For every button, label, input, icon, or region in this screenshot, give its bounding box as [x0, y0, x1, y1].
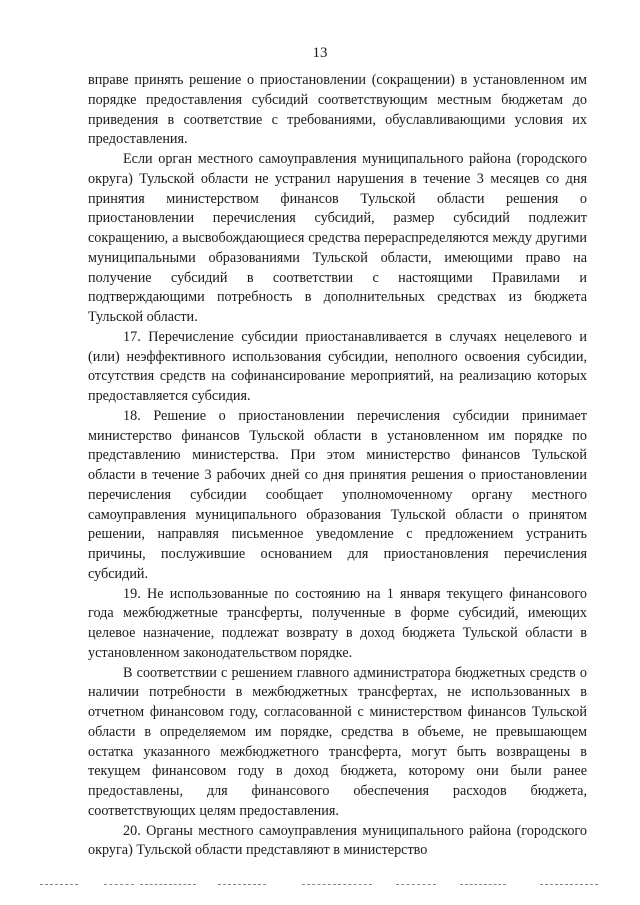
paragraph-sanctions: Если орган местного самоуправления муниципального района (городского округа) Тульской области не устранил нарушения в течение 3 месяцев со дня принятия министерством финансов Тульской области решения о приостановлении перечисления субсидий, размер субсидий подлежит сокращению, а высвобождающиеся средства перераспределяются между другими муниципальными образованиями Тульской области, имеющими право на получение субсидий в соответствии с настоящими Правилами и подтверждающими потребность в дополнительных средствах из бюджета Тульской области. — [88, 151, 587, 325]
paragraph-20: 20. Органы местного самоуправления муниципального района (городского округа) Тульской области представляют в министерство — [88, 822, 587, 859]
page-number: 13 — [312, 45, 328, 61]
paragraph-19: 19. Не использованные по состоянию на 1 января текущего финансового года межбюджетные трансферты, полученные в форме субсидий, имеющих целевое назначение, подлежат возврату в доход бюджета Тульской области в установленном законодательством порядке. — [88, 585, 587, 661]
document-body — [88, 71, 587, 861]
paragraph-return-funds: В соответствии с решением главного администратора бюджетных средств о наличии потребности в межбюджетных трансфертах, не использованных в отчетном финансовом году, согласованной с министерством финансов Тульской области в определяемом им порядке, средства в объеме, не превышающем остатка указанного межбюджетного трансферта, могут быть возвращены в текущем финансовом году в доход бюджета, которому они были ранее предоставлены, для финансового обеспечения расходов бюджета, соответствующих целям предоставления. — [88, 664, 587, 819]
paragraph-18: 18. Решение о приостановлении перечисления субсидии принимает министерство финансов Тульской области в установленном им порядке по представлению министерства. При этом министерство финансов Тульской области в течение 3 рабочих дней со дня принятия решения о приостановлении перечисления субсидии сообщает уполномоченному органу местного самоуправления муниципального образования Тульской области о принятом решении, направляя письменное уведомление с предложением устранить причины, послужившие основанием для приостановления перечисления субсидий. — [88, 407, 587, 582]
scan-edge-marks — [40, 884, 600, 888]
paragraph-continuation: вправе принять решение о приостановлении (сокращении) в установленном им порядке предоставления субсидий соответствующим местным бюджетам до приведения в соответствие с требованиями, обуславливающими условия их предоставления. — [88, 72, 587, 148]
paragraph-17: 17. Перечисление субсидии приостанавливается в случаях нецелевого и (или) неэффективного использования субсидии, неполного освоения субсидии, отсутствия средств на софинансирование мероприятий, на реализацию которых предоставляется субсидия. — [88, 328, 587, 404]
